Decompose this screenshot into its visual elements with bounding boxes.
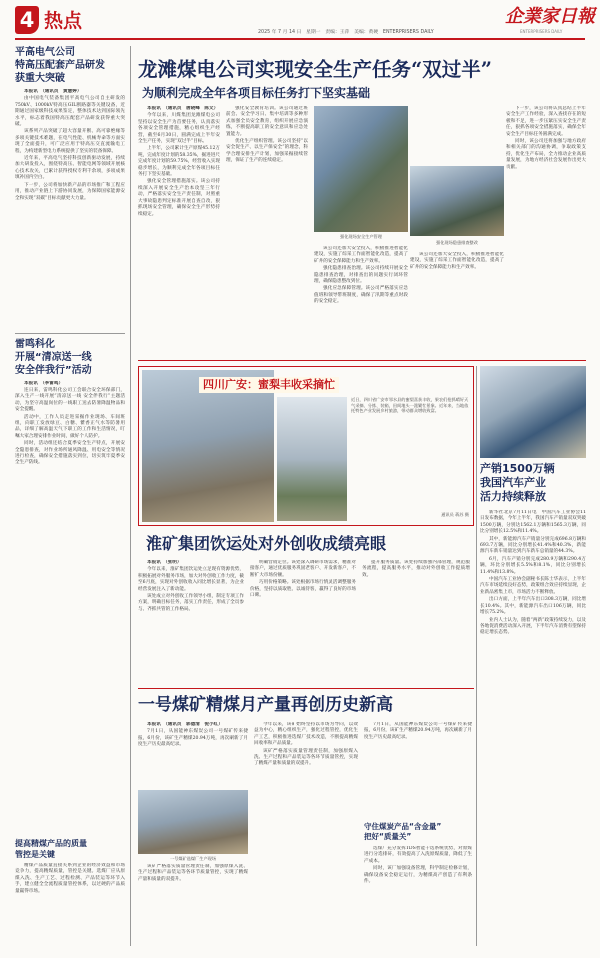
- left-story3-body: [15, 863, 125, 958]
- left-story-byline: 本报讯 （通讯员 黄慧婷）: [24, 89, 82, 94]
- paragraph: 今年以来，该矿始终坚持以市场为导向，以效益为中心，精心组织生产，强化过程管控，优化生产工艺，积极推进选煤厂技术改造，不断提高精煤回收率和产品质量。: [254, 722, 358, 747]
- paragraph: 同时，该厂加强设备管理，科学制定检修计划，确保设备安全稳定运行，为精煤高产创造了有利条件。: [364, 866, 472, 885]
- paragraph: 活动中，工作人员走进采掘作业现场、车间班组，向职工发放绿豆、白糖、藿香正气水等防暑用品，详细了解高温天气下职工的工作和生活情况，叮嘱大家合理安排作业时间，做好个人防护。: [15, 414, 125, 439]
- paragraph: 连日来，雷鸣科化公司工会联合安全环保部门，深入生产一线开展“清凉送一线 安全伴我行”主题活动，为坚守高温岗位的一线职工送去防暑降温物品和安全提醒。: [15, 388, 125, 413]
- left-story3-headline-1: 提高精煤产品的质量: [15, 839, 87, 848]
- page-number-badge: [15, 6, 39, 34]
- main-col-2b: [410, 252, 504, 354]
- paragraph: 同时，该公司还将加强与地方政府和相关部门的沟通协调，争取政策支持，优化生产布局，全力推动企业高质量发展，为地方经济社会发展作出更大贡献。: [506, 139, 586, 170]
- right-story-body: [480, 510, 586, 946]
- paragraph: 今年以来，淮矿集团饮运处立足现有资源优势，积极拓展对外服务市场，加大对外创收工作力度，截至6月底，实现对外创收收入同比增长显著，为企业经营发展注入了新动能。: [138, 567, 244, 592]
- second-col-1: [138, 560, 244, 682]
- coal-plant-photo: [138, 790, 248, 854]
- left-story2-headline-2: 开展“清凉送一线: [15, 351, 92, 363]
- left-story-headline-3: 获重大突破: [15, 73, 65, 84]
- bottom-subheadline-1: 守住煤炭产品“含金量”: [364, 822, 442, 831]
- main-byline: 本报讯 （通讯员 唐晓峰 陈文）: [147, 106, 219, 111]
- main-col-3: [314, 246, 408, 354]
- bottom-subheadline-2: 把好“质量关”: [364, 832, 412, 841]
- main-headline: 龙滩煤电公司实现安全生产任务“双过半”: [138, 58, 492, 81]
- paragraph: 该矿严格落实质量管理责任制，加强原煤入洗、生产过程和产品装运等各环节质量管控，实现了精煤产量和质量的双提升。: [138, 864, 248, 882]
- paragraph: 优化生产组织管理。该公司坚持“以安全促生产、以生产保安全”的理念，科学合理安排生产计划，加强采掘接续管理，保证了生产的连续稳定。: [226, 139, 308, 164]
- paragraph: 该处成立对外创收工作领导小组，制定专项工作方案，明确目标任务，落实工作责任，形成了全员参与、齐抓共管的工作格局。: [138, 594, 244, 612]
- paragraph: 其中，新能源汽车产销量分别完成696.8万辆和693.7万辆，同比分别增长41.4%和40.3%，新能源汽车新车销量达到汽车新车总销量的44.3%。: [480, 536, 586, 555]
- paragraph: 该公司还加大安全投入，积极推进智能化建设，实施了综采工作面智能化改造，提高了矿井的安全保障能力和生产效率。: [314, 246, 408, 264]
- bottom-col-3: [364, 722, 472, 818]
- paragraph: 下一步，该公司将认真总结上半年安全生产工作经验，深入查找存在的短板和不足，进一步压紧压实安全生产责任，狠抓各项安全措施落实，确保全年安全生产目标任务圆满完成。: [506, 106, 586, 137]
- masthead-en: ENTERPRISERS DAILY: [520, 29, 563, 34]
- bottom-col-3b: [364, 846, 472, 946]
- paragraph: 强化应急保障管理。该公司严格落实应急值班和领导带班制度，确保了汛期等重点时段的安全稳定。: [314, 286, 408, 305]
- paragraph: 7月1日，从国能神东煤炭公司一号煤矿传来捷报，6月份，该矿生产精煤20.94万吨，再次刷新了月度生产历史最高纪录。: [138, 729, 248, 748]
- page-number: 4: [19, 8, 35, 32]
- left-story2-body: [15, 381, 125, 561]
- right-headline-2: 我国汽车产业: [480, 476, 546, 489]
- feature-box: [138, 366, 474, 526]
- right-headline-1: 产销1500万辆: [480, 462, 555, 475]
- left-story-headline-2: 特高压配套产品研发: [15, 60, 105, 71]
- section-rule-2: [138, 688, 474, 689]
- main-subheadline: 为顺利完成全年各项目标任务打下坚实基础: [142, 86, 371, 100]
- main-col-4: [506, 106, 586, 354]
- photo-caption-2: 强化现场隐患排查整改: [436, 240, 478, 245]
- news-photo-safety-check: [314, 106, 408, 232]
- paragraph: 强化安全管理措施落实。该公司持续深入开展安全生产治本攻坚三年行动，严格落实安全生产责任制，对照重大事故隐患判定标准开展自查自改，狠抓现场安全管理，确保安全生产形势持续稳定。: [138, 179, 220, 217]
- car-port-photo: [480, 366, 586, 458]
- paragraph: 强化隐患排查治理。该公司持续开展安全隐患排查治理，对排查出的问题实行闭环管理，确保隐患整改到位。: [314, 266, 408, 285]
- paragraph: 今年以来，川煤集团龙滩煤电公司坚持以安全生产为首要任务，认真落实各项安全管理措施，精心组织生产经营，截至6月30日，圆满完成上半年安全生产任务，实现“双过半”目标。: [138, 113, 220, 145]
- paragraph: 提升服务质量。该处持续加强内部管理，规范服务流程，提高服务水平，推动对外创收工作提质增效。: [362, 560, 470, 578]
- paragraph: 由中国电气装备集团平高电气公司自主研发的750kV、1000kV特高压GIL断路器等关键设备，近期通过国家级科技成果鉴定，整体技术达到国际领先水平，标志着我国特高压配套产品研发获得重大突破。: [15, 96, 125, 128]
- paragraph: 近年来，平高电气坚持科技创新驱动发展，持续加大研发投入，围绕特高压、智能电网等领域开展核心技术攻关，已累计获得授权专利千余项，多项成果填补国内空白。: [15, 156, 125, 181]
- paragraph: 下一步，公司将加快新产品的市场推广和工程应用，推动产业链上下游协同发展，为保障国家能源安全和实现“双碳”目标贡献更大力量。: [15, 182, 125, 201]
- paragraph: 新华社北京7月11日电 中国汽车工业协会11日发布数据，今年上半年，我国汽车产销量双双突破1500万辆，分别达1562.1万辆和1565.3万辆，同比分别增长12.5%和11.4%。: [480, 510, 586, 535]
- left-story-headline-1: 平高电气公司: [15, 47, 75, 58]
- paragraph: 7月1日，从国能神东煤炭公司一号煤矿传来捷报，6月份，该矿生产精煤20.94万吨，再次刷新了月度生产历史最高纪录。: [364, 722, 472, 740]
- section-rule-1: [138, 360, 586, 361]
- second-headline: 淮矿集团饮运处对外创收成绩亮眼: [146, 534, 387, 553]
- bottom-col-1b: [138, 864, 248, 946]
- bottom-photo-caption: 一号煤矿选煤厂生产现场: [169, 856, 217, 861]
- feature-credit: 通讯员 蒋苏 摄: [441, 512, 469, 517]
- left-story3-headline-2: 管控是关键: [15, 850, 55, 859]
- paragraph: 出口方面，上半年汽车出口308.3万辆，同比增长10.4%。其中，新能源汽车出口106万辆，同比增长75.2%。: [480, 597, 586, 616]
- right-headline-3: 活力持续释放: [480, 490, 546, 503]
- left-story-body: [15, 89, 125, 329]
- paragraph: 6月，汽车产销分别完成280.9万辆和290.4万辆，环比分别增长5.5%和8.1%，同比分别增长11.4%和13.8%。: [480, 556, 586, 575]
- second-col-3: [362, 560, 470, 682]
- left-story2-headline-1: 雷鸣科化: [15, 338, 55, 350]
- vertical-divider-left: [130, 46, 131, 946]
- divider: [15, 333, 125, 334]
- bottom-headline: 一号煤矿精煤月产量再创历史新高: [138, 695, 393, 715]
- vertical-divider-right: [476, 366, 477, 946]
- paragraph: 强化安全教育培训。该公司通过班前会、安全学习日、集中培训等多种形式加强全员安全教育，组织开展应急演练，不断提高职工的安全意识和应急处置能力。: [226, 106, 308, 137]
- news-photo-hazard-check: [410, 166, 504, 236]
- paragraph: 业内人士认为，随着“两新”政策持续发力，以及各地促消费活动深入开展，下半年汽车消费有望保持稳定增长态势。: [480, 617, 586, 636]
- pear-closeup-photo: [277, 397, 347, 521]
- paragraph: 该系列产品突破了超大容量开断、高可靠绝缘等多项关键技术难题，在电气性能、机械寿命等方面实现了全面提升，可广泛应用于特高压交直流输电工程，为构建新型电力系统提供了坚实的装备保障。: [15, 129, 125, 154]
- paragraph: 选煤厂充分发挥TDS智能干选系统优势，对原煤进行分选排矸，有效提高了入洗原煤质量，降低了生产成本。: [364, 846, 472, 864]
- paragraph: 中国汽车工业协会副秘书长陈士华表示，上半年汽车市场延续良好态势，政策组合效应持续显现，企业新品密集上市，市场活力不断释放。: [480, 577, 586, 595]
- paragraph: 该矿严格落实质量管理责任制，加强原煤入洗、生产过程和产品装运等各环节质量管控，实现了精煤产量和质量的双提升。: [254, 748, 358, 767]
- left-story2-headline-3: 安全伴我行”活动: [15, 364, 92, 376]
- main-col-1: [138, 106, 220, 354]
- paragraph: 同时，活动组还结合夏季安全生产特点，开展安全隐患排查，对作业场所通风降温、用电安全等情况进行检查，确保安全措施落实到位，切实筑牢夏季安全生产防线。: [15, 441, 125, 466]
- main-col-2: [226, 106, 308, 354]
- header-date-line: 2025 年 7 月 14 日 星期一 责编：王萍 美编：黄硬 ENTERPRISERS DAILY: [258, 30, 434, 35]
- photo-caption-1: 强化现场安全生产管理: [340, 234, 382, 239]
- section-title: 热点: [44, 10, 83, 32]
- bottom-col-1: [138, 722, 248, 790]
- left-column-3: [15, 838, 125, 958]
- left-story2-byline: 本报讯 （李雷鸣）: [24, 380, 64, 386]
- second-col-2: [250, 560, 356, 682]
- masthead: 企業家日報: [505, 6, 595, 27]
- left-column: [15, 46, 125, 561]
- feature-caption: 近日，四川省广安市邻水县的蜜梨喜获丰收，果农们抢抓晴好天气采摘、分拣、装箱，田间地头一派繁忙景象。近年来，当地依托特色产业发展乡村旅游，带动群众增收致富。: [351, 397, 469, 414]
- second-byline: 本报讯 （张明）: [147, 560, 182, 565]
- paragraph: 上半年，公司累计生产原煤45.12万吨，完成年度计划的58.35%，掘进进尺完成年度计划的59.75%，经营收入实现稳步增长，为顺利完成全年各项目标任务打下坚实基础。: [138, 146, 220, 178]
- paragraph: 该公司还加大安全投入，积极推进智能化建设，实施了综采工作面智能化改造，提高了矿井的安全保障能力和生产效率。: [410, 252, 504, 270]
- paragraph: 精煤产品质量直接关系到企业的经济效益和市场竞争力，提高精煤质量，管控是关键。选煤厂应从原煤入洗、生产工艺、过程检测、产品装运等环节入手，建立健全全流程质量管控体系，以过硬的产品质量赢得市场。: [15, 863, 125, 894]
- feature-title: 四川广安：蜜梨丰收采摘忙: [199, 377, 339, 393]
- header-rule: [15, 38, 585, 40]
- bottom-col-2: [254, 722, 358, 946]
- paragraph: 巧用价格策略。该处根据市场行情灵活调整服务价格，坚持以质取胜、以诚待客，赢得了良好的市场口碑。: [250, 580, 356, 599]
- bottom-byline: 本报讯 （通讯员 郭德清 倪小红）: [147, 722, 223, 727]
- paragraph: 明确营销定位。该处深入调研市场需求，精准对接客户，通过优质服务巩固老客户、开发新客户，不断扩大市场份额。: [250, 560, 356, 578]
